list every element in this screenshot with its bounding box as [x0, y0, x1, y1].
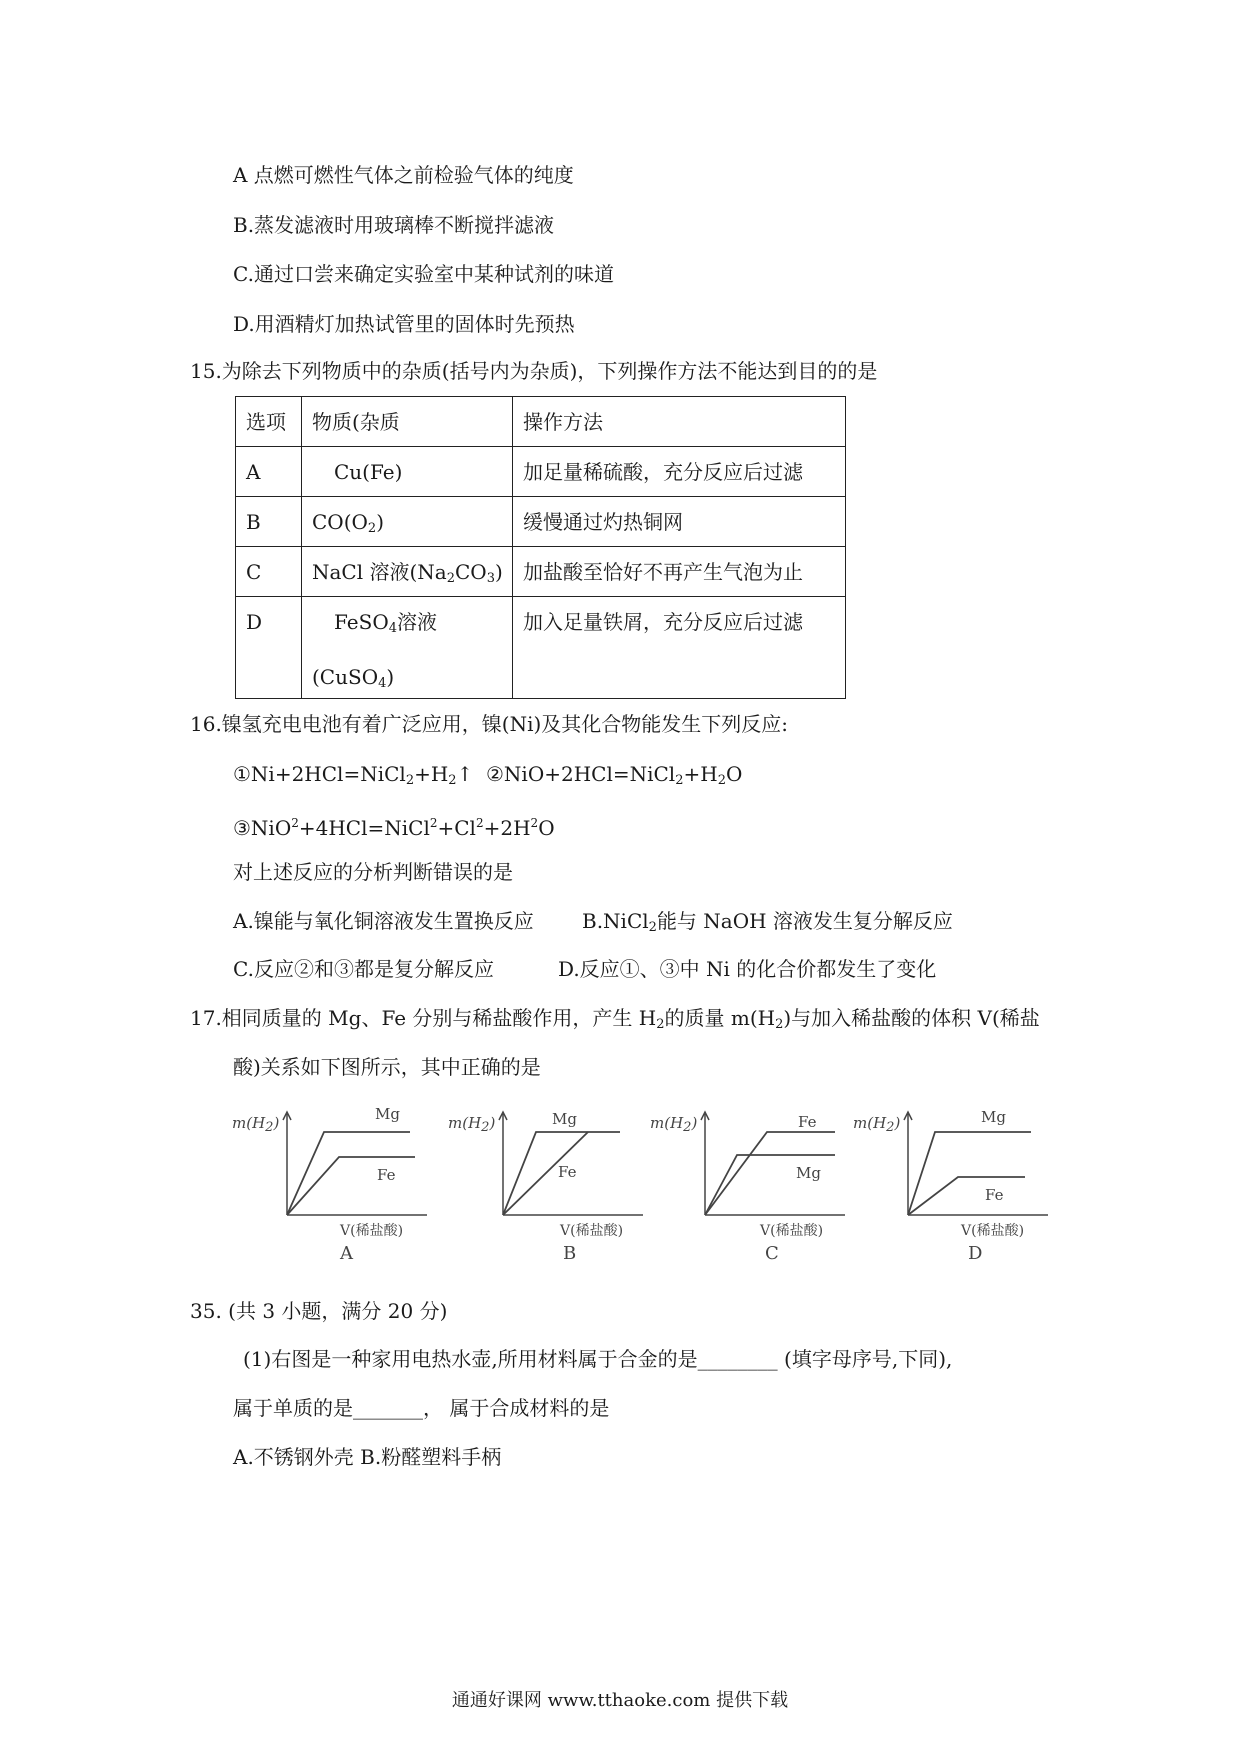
graph-caption: A	[340, 1243, 353, 1264]
mg-label: Mg	[552, 1110, 577, 1128]
table-header: 选项	[236, 397, 302, 447]
y-axis-label: $m(H_2)$	[650, 1114, 698, 1135]
table-cell: C	[236, 547, 302, 597]
graph-caption: B	[563, 1243, 577, 1264]
table-header: 操作方法	[513, 397, 846, 447]
fe-label: Fe	[798, 1113, 817, 1131]
q16-reaction-1: $①Ni+2HCl=NiCl_2+H_2↑$	[233, 762, 474, 788]
table-row	[236, 497, 846, 547]
x-axis-label: V(稀盐酸)	[961, 1223, 1025, 1239]
q35-head: 35. (共 3 小题，满分 20 分)	[190, 1299, 448, 1323]
q16-option-c: C.反应②和③都是复分解反应	[233, 957, 494, 981]
table-cell: A	[236, 447, 302, 497]
table-cell: Cu(Fe)	[302, 447, 513, 497]
q17-stem-line1: 17.相同质量的 Mg、Fe 分别与稀盐酸作用，产生 $H_2$的质量 $m(H_2)$与加入稀盐酸的体积 V(稀盐	[190, 1006, 1040, 1032]
graph-b	[448, 1100, 653, 1270]
graph-caption: D	[968, 1243, 983, 1264]
table-cell: FeSO$_4$溶液 (CuSO$_4$)	[302, 597, 513, 699]
q16-option-a: A.镍能与氧化铜溶液发生置换反应	[233, 909, 534, 933]
table-cell: B	[236, 497, 302, 547]
page-footer: 通通好课网 www.tthaoke.com 提供下载	[451, 1690, 789, 1711]
x-axis-label: V(稀盐酸)	[560, 1223, 624, 1239]
table-cell: 加入足量铁屑，充分反应后过滤	[513, 597, 846, 699]
fe-line	[908, 1177, 1025, 1215]
fe-line	[287, 1157, 415, 1215]
q15-stem: 15.为除去下列物质中的杂质(括号内为杂质)，下列操作方法不能达到目的的是	[190, 359, 878, 383]
q16-stem: 16.镍氢充电电池有着广泛应用，镍(Ni)及其化合物能发生下列反应:	[190, 712, 789, 736]
fe-label: Fe	[377, 1166, 396, 1184]
y-axis-label: $m(H_2)$	[853, 1114, 901, 1135]
q35-line1: (1)右图是一种家用电热水壶,所用材料属于合金的是________ (填字母序号,下同),	[243, 1347, 953, 1371]
table-cell: 缓慢通过灼热铜网	[513, 497, 846, 547]
table-header-row	[236, 397, 846, 447]
q16-reaction-3: $③NiO^2+4HCl=NiCl^2+Cl^2+2H^2O$	[233, 816, 555, 840]
graph-c	[650, 1100, 855, 1270]
mg-line	[908, 1132, 1031, 1215]
q35-line2: 属于单质的是_______， 属于合成材料的是	[233, 1396, 610, 1420]
q16-prompt: 对上述反应的分析判断错误的是	[233, 860, 513, 884]
graph-a	[232, 1100, 437, 1270]
table-cell: 加盐酸至恰好不再产生气泡为止	[513, 547, 846, 597]
q14-option-c: C.通过口尝来确定实验室中某种试剂的味道	[233, 262, 614, 286]
q16-option-d: D.反应①、③中 Ni 的化合价都发生了变化	[558, 957, 937, 981]
fe-label: Fe	[558, 1163, 577, 1181]
fe-label: Fe	[985, 1186, 1004, 1204]
table-cell: 加足量稀硫酸，充分反应后过滤	[513, 447, 846, 497]
table-row	[236, 447, 846, 497]
table-row	[236, 547, 846, 597]
q16-option-b: B.NiCl$_2$能与 NaOH 溶液发生复分解反应	[582, 909, 953, 935]
q15-table	[235, 396, 846, 699]
y-axis-label: $m(H_2)$	[448, 1114, 496, 1135]
mg-label: Mg	[981, 1108, 1006, 1126]
x-axis-label: V(稀盐酸)	[760, 1223, 824, 1239]
mg-label: Mg	[375, 1105, 400, 1123]
q14-option-a: A 点燃可燃性气体之前检验气体的纯度	[233, 163, 574, 187]
table-header: 物质(杂质	[302, 397, 513, 447]
table-cell: NaCl 溶液$(Na_2CO_3)$	[302, 547, 513, 597]
table-cell: $CO(O_2)$	[302, 497, 513, 547]
q16-reaction-2: $②NiO+2HCl=NiCl_2+H_2O$	[486, 762, 743, 788]
q14-option-b: B.蒸发滤液时用玻璃棒不断搅拌滤液	[233, 213, 555, 237]
x-axis-label: V(稀盐酸)	[340, 1223, 404, 1239]
q14-option-d: D.用酒精灯加热试管里的固体时先预热	[233, 312, 575, 336]
y-axis-label: $m(H_2)$	[232, 1114, 280, 1135]
q17-stem-line2: 酸)关系如下图所示，其中正确的是	[233, 1055, 541, 1079]
table-cell: D	[236, 597, 302, 699]
graph-d	[853, 1100, 1058, 1270]
graph-caption: C	[765, 1243, 779, 1264]
q35-options: A.不锈钢外壳 B.粉醛塑料手柄	[233, 1445, 502, 1469]
mg-label: Mg	[796, 1164, 821, 1182]
table-row	[236, 597, 846, 699]
